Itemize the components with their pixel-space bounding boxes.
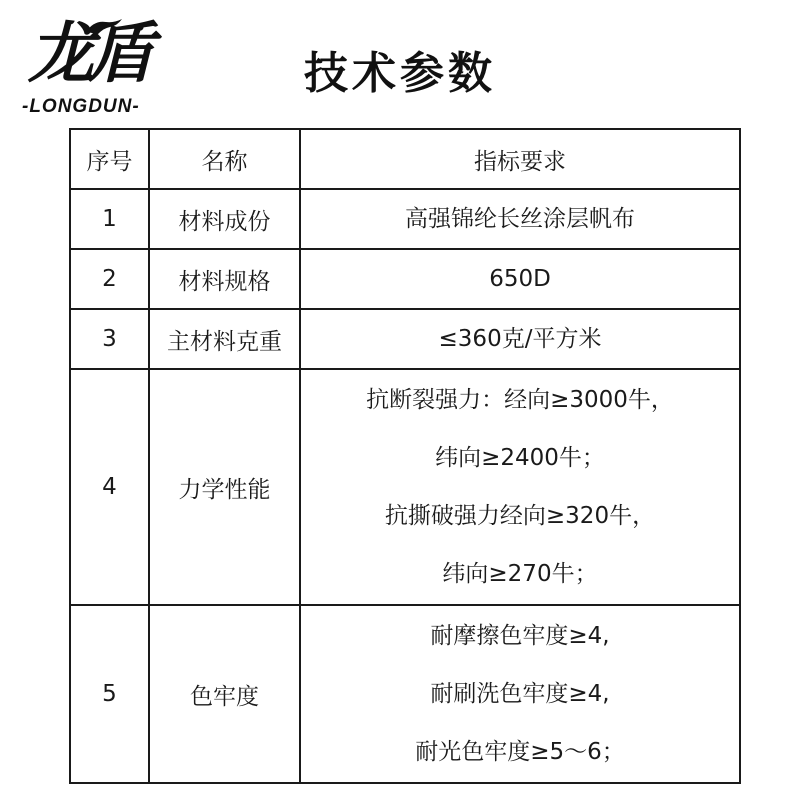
requirement-line: 抗断裂强力：经向≥3000牛， xyxy=(366,387,674,413)
table-row xyxy=(70,605,740,783)
row-no: 1 xyxy=(70,189,149,249)
row-name: 色牢度 xyxy=(149,605,300,783)
requirement-line: 650D xyxy=(489,266,551,292)
requirement-line: 抗撕破强力经向≥320牛， xyxy=(384,503,656,529)
row-no: 2 xyxy=(70,249,149,309)
requirement-line: 耐刷洗色牢度≥4, xyxy=(430,681,610,707)
row-name: 力学性能 xyxy=(149,369,300,605)
row-no: 4 xyxy=(70,369,149,605)
row-name: 主材料克重 xyxy=(149,309,300,369)
requirement-line: ≤360克/平方米 xyxy=(438,326,602,352)
header-requirement: 指标要求 xyxy=(300,129,740,189)
page-title: 技术参数 xyxy=(304,48,496,99)
requirement-line: 纬向≥270牛； xyxy=(442,561,598,587)
row-no: 5 xyxy=(70,605,149,783)
row-name: 材料规格 xyxy=(149,249,300,309)
requirement-line: 耐摩擦色牢度≥4, xyxy=(430,623,610,649)
row-name: 材料成份 xyxy=(149,189,300,249)
table-row xyxy=(70,309,740,369)
table-header-row xyxy=(70,129,740,189)
logo-wordmark: -LONGDUN- xyxy=(22,96,140,117)
table-row xyxy=(70,189,740,249)
row-requirement xyxy=(300,605,740,783)
table-row xyxy=(70,249,740,309)
header-no: 序号 xyxy=(70,129,149,189)
header-name: 名称 xyxy=(149,129,300,189)
requirement-line: 耐光色牢度≥5～6； xyxy=(415,739,625,765)
row-requirement xyxy=(300,249,740,309)
logo-mark: 龙盾 xyxy=(28,15,148,92)
row-requirement xyxy=(300,189,740,249)
table-row xyxy=(70,369,740,605)
row-requirement xyxy=(300,369,740,605)
requirement-line: 纬向≥2400牛； xyxy=(435,445,605,471)
row-requirement xyxy=(300,309,740,369)
requirement-line: 高强锦纶长丝涂层帆布 xyxy=(405,206,635,232)
row-no: 3 xyxy=(70,309,149,369)
spec-table xyxy=(69,128,741,784)
